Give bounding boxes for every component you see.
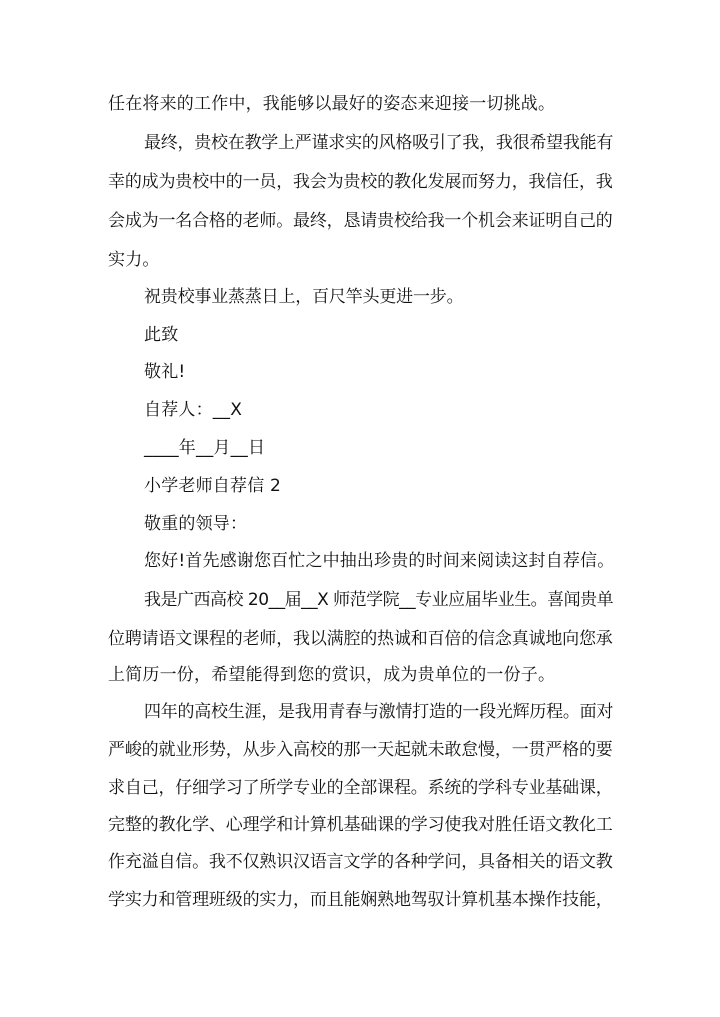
text-line-6: 祝贵校事业蒸蒸日上，百尺竿头更进一步。 bbox=[144, 287, 464, 307]
text-line-10: ____年__月__日 bbox=[144, 438, 266, 458]
text-line-18: 严峻的就业形势，从步入高校的那一天起就未敢怠慢，一贯严格的要 bbox=[108, 740, 613, 760]
text-line-8: 敬礼! bbox=[144, 362, 186, 382]
text-line-13: 您好!首先感谢您百忙之中抽出珍贵的时间来阅读这封自荐信。 bbox=[144, 551, 615, 571]
text-line-19: 求自己，仔细学习了所学专业的全部课程。系统的学科专业基础课， bbox=[108, 778, 613, 798]
text-line-22: 学实力和管理班级的实力，而且能娴熟地驾驭计算机基本操作技能， bbox=[108, 890, 613, 910]
text-line-3: 幸的成为贵校中的一员，我会为贵校的教化发展而努力，我信任，我 bbox=[108, 172, 613, 192]
text-line-16: 上简历一份，希望能得到您的赏识，成为贵单位的一份子。 bbox=[108, 665, 556, 685]
text-line-12: 敬重的领导： bbox=[144, 514, 248, 534]
text-line-9: 自荐人：__X bbox=[144, 400, 243, 420]
text-line-1: 任在将来的工作中，我能够以最好的姿态来迎接一切挑战。 bbox=[108, 94, 556, 114]
text-line-20: 完整的教化学、心理学和计算机基础课的学习使我对胜任语文教化工 bbox=[108, 815, 613, 835]
text-line-17: 四年的高校生涯，是我用青春与激情打造的一段光辉历程。面对 bbox=[144, 702, 614, 722]
text-line-21: 作充溢自信。我不仅熟识汉语言文学的各种学问，具备相关的语文教 bbox=[108, 852, 613, 872]
text-line-11: 小学老师自荐信 2 bbox=[144, 476, 282, 496]
text-line-4: 会成为一名合格的老师。最终，恳请贵校给我一个机会来证明自己的 bbox=[108, 211, 613, 231]
text-line-2: 最终，贵校在教学上严谨求实的风格吸引了我，我很希望我能有 bbox=[144, 133, 614, 153]
text-line-14: 我是广西高校 20__届__X 师范学院__专业应届毕业生。喜闻贵单 bbox=[144, 590, 614, 610]
text-line-5: 实力。 bbox=[108, 250, 160, 270]
text-line-15: 位聘请语文课程的老师，我以满腔的热诚和百倍的信念真诚地向您承 bbox=[108, 629, 613, 649]
text-line-7: 此致 bbox=[144, 325, 179, 345]
